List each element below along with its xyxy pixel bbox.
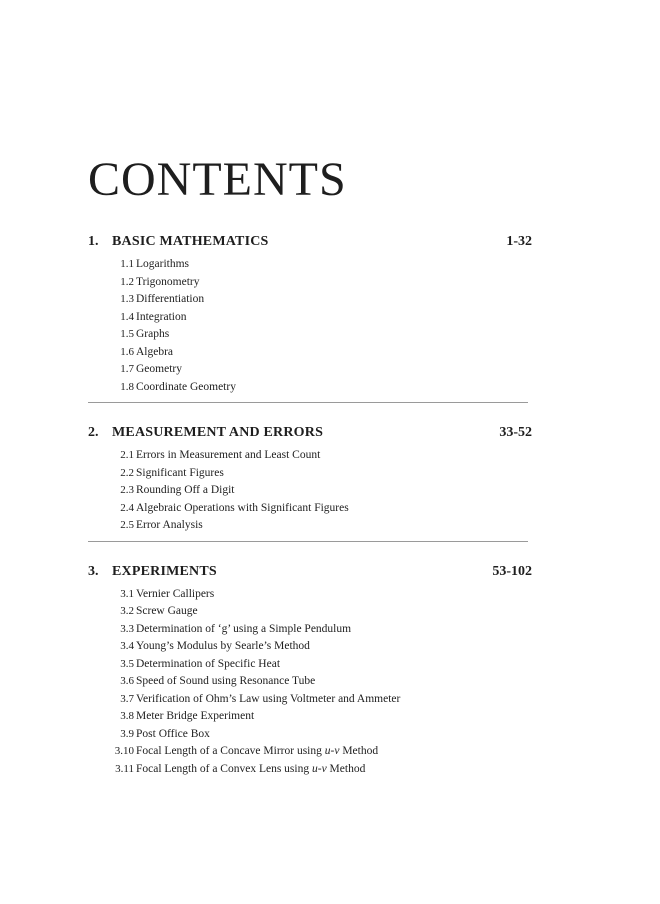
section-item	[88, 379, 532, 397]
chapter-heading	[88, 562, 532, 582]
section-item	[88, 691, 532, 709]
section-number: 1.7	[120, 363, 134, 375]
chapter-list	[88, 232, 532, 778]
chapter-page-range: 53-102	[492, 563, 532, 579]
page-title: CONTENTS	[88, 153, 347, 206]
section-item	[88, 743, 532, 761]
section-item	[88, 361, 532, 379]
section-title: Determination of Specific Heat	[136, 657, 281, 670]
chapter-entry	[88, 423, 532, 562]
section-item	[88, 517, 532, 535]
chapter-title: EXPERIMENTS	[112, 563, 217, 579]
section-title: Integration	[136, 310, 187, 323]
section-number: 3.2	[120, 605, 134, 617]
section-number: 2.1	[120, 449, 134, 461]
section-number: 1.2	[120, 275, 134, 288]
section-number: 1.1	[120, 258, 134, 270]
section-item	[88, 256, 532, 274]
section-item	[88, 673, 532, 691]
section-title: Young’s Modulus by Searle’s Method	[136, 640, 310, 652]
section-number: 3.8	[120, 710, 134, 722]
section-title: Rounding Off a Digit	[136, 484, 235, 496]
section-title: Focal Length of a Convex Lens using u-v Method	[136, 762, 366, 775]
section-number: 2.5	[120, 519, 134, 531]
section-item	[88, 309, 532, 327]
section-title: Geometry	[136, 363, 182, 375]
section-number: 1.3	[120, 293, 134, 305]
section-title: Logarithms	[136, 258, 190, 270]
section-title: Algebra	[136, 345, 174, 358]
section-number: 2.3	[120, 484, 134, 496]
section-title: Vernier Callipers	[136, 587, 215, 600]
section-title: Graphs	[136, 328, 170, 340]
section-title: Verification of Ohm’s Law using Voltmeter and Ammeter	[136, 692, 401, 705]
section-list	[88, 256, 532, 396]
chapter-title: MEASUREMENT AND ERRORS	[112, 425, 324, 440]
section-title: Coordinate Geometry	[136, 380, 236, 393]
chapter-number: 1.	[88, 234, 99, 249]
section-item	[88, 638, 532, 656]
section-title: Errors in Measurement and Least Count	[136, 449, 321, 461]
section-number: 3.3	[120, 622, 134, 635]
section-title: Focal Length of a Concave Mirror using u-v Method	[136, 745, 379, 757]
section-item	[88, 447, 532, 465]
section-item	[88, 465, 532, 483]
section-number: 3.5	[120, 657, 134, 670]
section-item	[88, 291, 532, 309]
section-number: 3.9	[120, 727, 134, 740]
section-number: 3.4	[120, 640, 134, 652]
section-item	[88, 761, 532, 779]
section-item	[88, 603, 532, 621]
section-number: 3.6	[120, 675, 134, 687]
section-title: Significant Figures	[136, 466, 224, 479]
section-list	[88, 447, 532, 535]
section-number: 3.7	[120, 692, 134, 705]
section-number: 1.4	[120, 310, 134, 323]
section-title: Algebraic Operations with Significant Figures	[136, 501, 349, 514]
section-item	[88, 326, 532, 344]
chapter-entry	[88, 232, 532, 423]
section-title: Screw Gauge	[136, 605, 198, 617]
section-item	[88, 656, 532, 674]
chapter-page-range: 1-32	[506, 234, 532, 249]
section-item	[88, 274, 532, 292]
section-item	[88, 344, 532, 362]
chapter-entry	[88, 562, 532, 779]
section-list	[88, 586, 532, 779]
section-number: 3.10	[114, 745, 134, 757]
section-title: Differentiation	[136, 293, 205, 305]
section-title: Post Office Box	[136, 727, 210, 740]
section-number: 3.11	[115, 762, 134, 775]
chapter-heading	[88, 232, 532, 252]
section-title: Speed of Sound using Resonance Tube	[136, 675, 316, 687]
section-number: 1.6	[120, 345, 134, 358]
section-item	[88, 482, 532, 500]
chapter-page-range: 33-52	[499, 425, 532, 440]
section-number: 2.2	[120, 466, 134, 479]
section-item	[88, 726, 532, 744]
section-title: Error Analysis	[136, 519, 203, 531]
section-number: 1.5	[120, 328, 134, 340]
chapter-title: BASIC MATHEMATICS	[112, 234, 269, 249]
section-number: 2.4	[120, 501, 134, 514]
section-title: Trigonometry	[136, 275, 200, 288]
section-title: Determination of ‘g’ using a Simple Pendulum	[136, 622, 352, 635]
section-item	[88, 621, 532, 639]
section-number: 1.8	[120, 380, 134, 393]
section-item	[88, 586, 532, 604]
section-title: Meter Bridge Experiment	[136, 710, 255, 722]
chapter-number: 2.	[88, 425, 99, 440]
chapter-number: 3.	[88, 563, 99, 579]
section-number: 3.1	[120, 587, 134, 600]
chapter-heading	[88, 423, 532, 443]
section-item	[88, 708, 532, 726]
section-item	[88, 500, 532, 518]
